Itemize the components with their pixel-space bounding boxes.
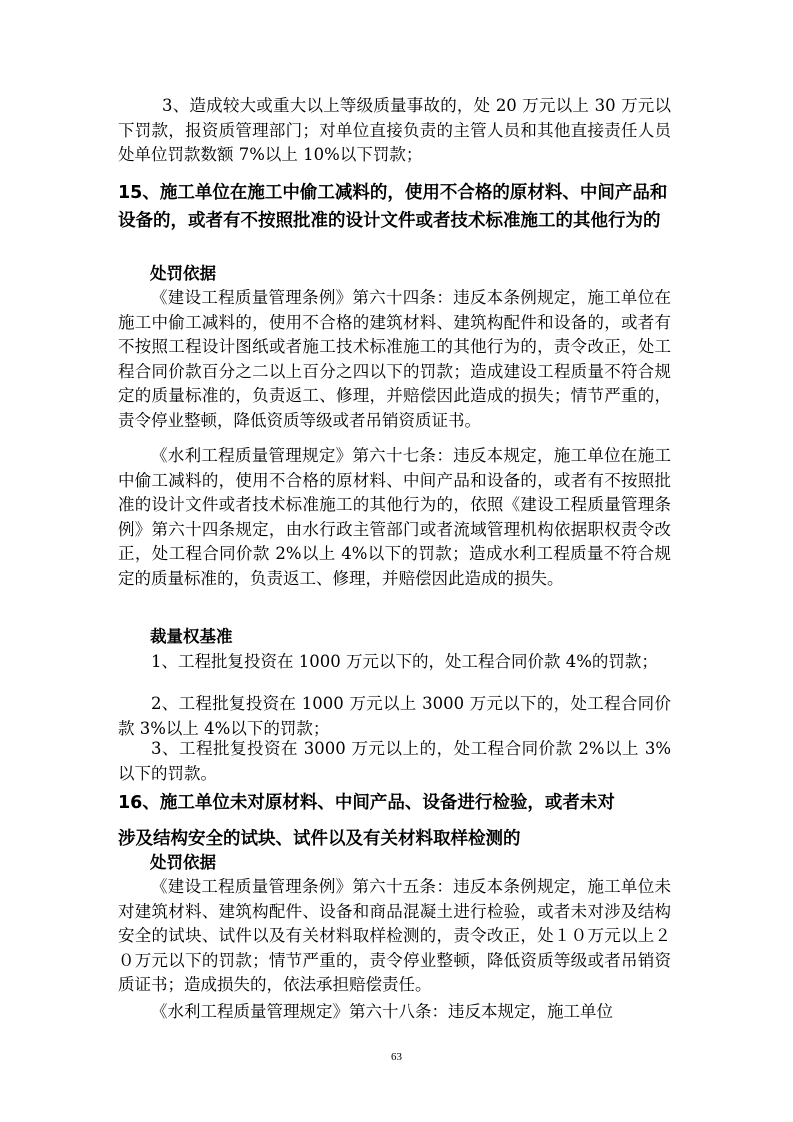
section16-basis-paragraph-2: 《水利工程质量管理规定》第六十八条：违反本规定，施工单位 xyxy=(151,1002,613,1021)
section15-basis-paragraph-1: 《建设工程质量管理条例》第六十四条：违反本条例规定，施工单位在施工中偷工减料的，使用不合格的建筑材料、建筑构配件和设备的，或者有不按照工程设计图纸或者施工技术标准施工的其他行为的，责令改正，处工程合同价款百分之二以上百分之四以下的罚款；造成建设工程质量不符合规定的质量标准的，负责返工、修理，并赔偿因此造成的损失；情节严重的，责令停业整顿，降低资质等级或者吊销资质证书。 xyxy=(118,288,671,430)
section15-basis-paragraph-2: 《水利工程质量管理规定》第六十七条：违反本规定，施工单位在施工中偷工减料的，使用不合格的原材料、中间产品和设备的，或者有不按照批准的设计文件或者技术标准施工的其他行为的，依照《建设工程质量管理条例》第六十四条规定，由水行政主管部门或者流域管理机构依据职权责令改正，处工程合同价款 2%以上 4%以下的罚款；造成水利工程质量不符合规定的质量标准的，负责返工、修理，并赔偿因此造成的损失。 xyxy=(118,446,671,588)
section15-discretion-item-2: 2、工程批复投资在 1000 万元以上 3000 万元以下的，处工程合同价款 3%以上 4%以下的罚款； xyxy=(118,694,671,738)
section15-discretion-heading: 裁量权基准 xyxy=(150,627,233,646)
item3-penalty-paragraph: 3、造成较大或重大以上等级质量事故的，处 20 万元以上 30 万元以下罚款，报资质管理部门；对单位直接负责的主管人员和其他直接责任人员处单位罚款数额 7%以上 10%以下罚款； xyxy=(118,96,671,164)
section16-title-line-2: 涉及结构安全的试块、试件以及有关材料取样检测的 xyxy=(118,829,521,849)
section15-title: 15、施工单位在施工中偷工减料的，使用不合格的原材料、中间产品和设备的，或者有不按照批准的设计文件或者技术标准施工的其他行为的 xyxy=(118,183,668,231)
section16-basis-paragraph-1: 《建设工程质量管理条例》第六十五条：违反本条例规定，施工单位未对建筑材料、建筑构配件、设备和商品混凝土进行检验，或者未对涉及结构安全的试块、试件以及有关材料取样检测的，责令改正，处１０万元以上２０万元以下的罚款；情节严重的，责令停业整顿，降低资质等级或者吊销资质证书；造成损失的，依法承担赔偿责任。 xyxy=(118,877,671,994)
page-number: 63 xyxy=(391,1051,402,1063)
section16-title-line-1: 16、施工单位未对原材料、中间产品、设备进行检验，或者未对 xyxy=(118,793,615,813)
section15-basis-heading: 处罚依据 xyxy=(150,264,216,283)
section15-discretion-item-3: 3、工程批复投资在 3000 万元以上的，处工程合同价款 2%以上 3%以下的罚款。 xyxy=(118,739,671,783)
section16-basis-heading: 处罚依据 xyxy=(150,853,216,872)
section15-discretion-item-1: 1、工程批复投资在 1000 万元以下的，处工程合同价款 4%的罚款； xyxy=(151,652,658,671)
